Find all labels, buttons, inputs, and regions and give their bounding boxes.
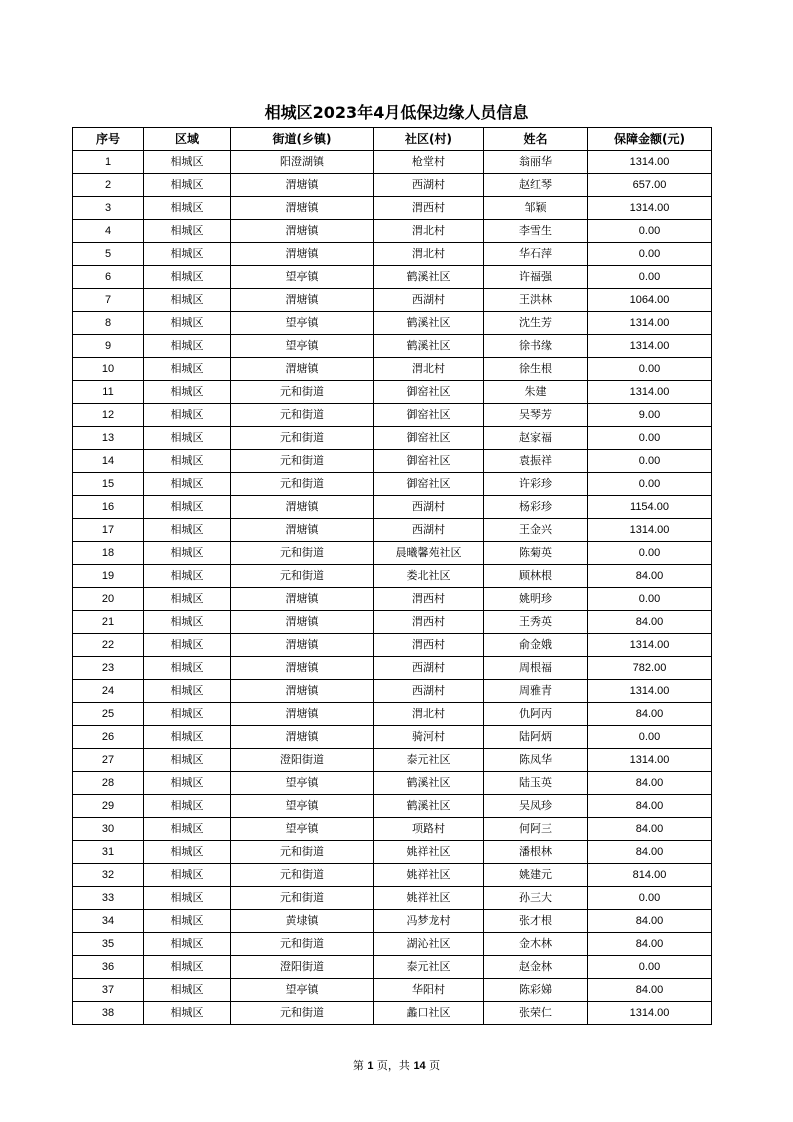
cell-index: 29 <box>73 795 144 818</box>
cell-name: 吴琴芳 <box>484 404 588 427</box>
cell-street: 渭塘镇 <box>231 243 374 266</box>
cell-community: 御窑社区 <box>374 404 484 427</box>
cell-amount: 84.00 <box>588 703 712 726</box>
cell-name: 袁振祥 <box>484 450 588 473</box>
table-row <box>73 289 712 312</box>
cell-index: 4 <box>73 220 144 243</box>
cell-index: 36 <box>73 956 144 979</box>
cell-name: 陈菊英 <box>484 542 588 565</box>
table-row <box>73 312 712 335</box>
cell-region: 相城区 <box>144 703 231 726</box>
cell-name: 王秀英 <box>484 611 588 634</box>
table-row <box>73 404 712 427</box>
cell-index: 26 <box>73 726 144 749</box>
cell-street: 元和街道 <box>231 427 374 450</box>
cell-name: 徐书缘 <box>484 335 588 358</box>
header-street: 街道(乡镇) <box>231 128 374 151</box>
cell-index: 31 <box>73 841 144 864</box>
cell-street: 元和街道 <box>231 933 374 956</box>
cell-region: 相城区 <box>144 864 231 887</box>
cell-community: 西湖村 <box>374 289 484 312</box>
cell-name: 邹颖 <box>484 197 588 220</box>
cell-region: 相城区 <box>144 427 231 450</box>
footer-total-pages: 14 <box>413 1060 426 1072</box>
table-row <box>73 243 712 266</box>
cell-name: 徐生根 <box>484 358 588 381</box>
cell-index: 13 <box>73 427 144 450</box>
cell-name: 姚明珍 <box>484 588 588 611</box>
cell-amount: 9.00 <box>588 404 712 427</box>
cell-street: 望亭镇 <box>231 772 374 795</box>
cell-index: 19 <box>73 565 144 588</box>
cell-region: 相城区 <box>144 450 231 473</box>
cell-amount: 84.00 <box>588 772 712 795</box>
cell-amount: 0.00 <box>588 450 712 473</box>
cell-street: 元和街道 <box>231 1002 374 1025</box>
table-row <box>73 657 712 680</box>
cell-index: 18 <box>73 542 144 565</box>
cell-street: 望亭镇 <box>231 335 374 358</box>
cell-region: 相城区 <box>144 381 231 404</box>
cell-street: 渭塘镇 <box>231 519 374 542</box>
table-row <box>73 680 712 703</box>
table-row <box>73 818 712 841</box>
cell-index: 27 <box>73 749 144 772</box>
table-row <box>73 956 712 979</box>
cell-region: 相城区 <box>144 634 231 657</box>
table-row <box>73 358 712 381</box>
footer-prefix: 第 <box>352 1059 368 1072</box>
cell-region: 相城区 <box>144 266 231 289</box>
cell-name: 周根福 <box>484 657 588 680</box>
cell-amount: 84.00 <box>588 841 712 864</box>
cell-street: 渭塘镇 <box>231 680 374 703</box>
cell-name: 赵金林 <box>484 956 588 979</box>
cell-amount: 0.00 <box>588 243 712 266</box>
cell-amount: 84.00 <box>588 910 712 933</box>
table-row <box>73 1002 712 1025</box>
cell-amount: 84.00 <box>588 933 712 956</box>
cell-amount: 1154.00 <box>588 496 712 519</box>
cell-region: 相城区 <box>144 1002 231 1025</box>
header-amount: 保障金额(元) <box>588 128 712 151</box>
cell-region: 相城区 <box>144 496 231 519</box>
cell-community: 泰元社区 <box>374 749 484 772</box>
footer-middle: 页，共 <box>373 1059 414 1072</box>
cell-index: 23 <box>73 657 144 680</box>
header-region: 区域 <box>144 128 231 151</box>
table-body <box>73 151 712 1025</box>
cell-street: 渭塘镇 <box>231 703 374 726</box>
cell-street: 渭塘镇 <box>231 358 374 381</box>
table-row <box>73 933 712 956</box>
table-row <box>73 772 712 795</box>
table-row <box>73 335 712 358</box>
cell-name: 朱建 <box>484 381 588 404</box>
cell-community: 渭北村 <box>374 358 484 381</box>
document-title: 相城区2023年4月低保边缘人员信息 <box>264 103 529 122</box>
cell-region: 相城区 <box>144 910 231 933</box>
cell-region: 相城区 <box>144 726 231 749</box>
cell-community: 蠡口社区 <box>374 1002 484 1025</box>
cell-amount: 0.00 <box>588 266 712 289</box>
cell-index: 16 <box>73 496 144 519</box>
cell-street: 渭塘镇 <box>231 220 374 243</box>
cell-street: 望亭镇 <box>231 979 374 1002</box>
cell-amount: 84.00 <box>588 611 712 634</box>
cell-index: 11 <box>73 381 144 404</box>
cell-community: 西湖村 <box>374 496 484 519</box>
cell-region: 相城区 <box>144 473 231 496</box>
cell-community: 渭北村 <box>374 220 484 243</box>
cell-name: 王金兴 <box>484 519 588 542</box>
cell-region: 相城区 <box>144 841 231 864</box>
cell-street: 元和街道 <box>231 381 374 404</box>
cell-street: 望亭镇 <box>231 312 374 335</box>
cell-amount: 0.00 <box>588 726 712 749</box>
cell-amount: 1314.00 <box>588 680 712 703</box>
cell-amount: 0.00 <box>588 542 712 565</box>
cell-index: 15 <box>73 473 144 496</box>
cell-community: 渭北村 <box>374 243 484 266</box>
cell-name: 潘根林 <box>484 841 588 864</box>
cell-region: 相城区 <box>144 565 231 588</box>
cell-street: 元和街道 <box>231 542 374 565</box>
cell-street: 元和街道 <box>231 404 374 427</box>
cell-index: 14 <box>73 450 144 473</box>
header-name: 姓名 <box>484 128 588 151</box>
cell-name: 金木林 <box>484 933 588 956</box>
cell-community: 姚祥社区 <box>374 841 484 864</box>
cell-index: 30 <box>73 818 144 841</box>
cell-region: 相城区 <box>144 795 231 818</box>
cell-region: 相城区 <box>144 404 231 427</box>
cell-index: 3 <box>73 197 144 220</box>
cell-region: 相城区 <box>144 312 231 335</box>
table-row <box>73 588 712 611</box>
cell-region: 相城区 <box>144 933 231 956</box>
cell-street: 望亭镇 <box>231 795 374 818</box>
cell-community: 鹤溪社区 <box>374 772 484 795</box>
cell-street: 渭塘镇 <box>231 634 374 657</box>
cell-community: 冯梦龙村 <box>374 910 484 933</box>
footer-suffix: 页 <box>425 1059 441 1072</box>
cell-community: 鹤溪社区 <box>374 335 484 358</box>
cell-amount: 1314.00 <box>588 197 712 220</box>
cell-amount: 1064.00 <box>588 289 712 312</box>
cell-amount: 1314.00 <box>588 1002 712 1025</box>
cell-region: 相城区 <box>144 680 231 703</box>
cell-region: 相城区 <box>144 289 231 312</box>
cell-street: 元和街道 <box>231 565 374 588</box>
cell-community: 枪堂村 <box>374 151 484 174</box>
table-row <box>73 151 712 174</box>
cell-street: 渭塘镇 <box>231 174 374 197</box>
table-row <box>73 887 712 910</box>
cell-index: 35 <box>73 933 144 956</box>
cell-index: 12 <box>73 404 144 427</box>
cell-community: 西湖村 <box>374 174 484 197</box>
table-row <box>73 427 712 450</box>
cell-index: 8 <box>73 312 144 335</box>
table-row <box>73 519 712 542</box>
cell-region: 相城区 <box>144 335 231 358</box>
cell-amount: 0.00 <box>588 956 712 979</box>
cell-name: 沈生芳 <box>484 312 588 335</box>
cell-amount: 782.00 <box>588 657 712 680</box>
table-row <box>73 841 712 864</box>
cell-community: 晨曦馨苑社区 <box>374 542 484 565</box>
cell-street: 望亭镇 <box>231 818 374 841</box>
cell-name: 张荣仁 <box>484 1002 588 1025</box>
page-footer <box>0 1057 793 1073</box>
cell-index: 10 <box>73 358 144 381</box>
cell-index: 34 <box>73 910 144 933</box>
table-row <box>73 749 712 772</box>
cell-region: 相城区 <box>144 772 231 795</box>
header-index: 序号 <box>73 128 144 151</box>
header-community: 社区(村) <box>374 128 484 151</box>
cell-amount: 1314.00 <box>588 151 712 174</box>
table-row <box>73 542 712 565</box>
cell-community: 西湖村 <box>374 657 484 680</box>
table-header <box>73 128 712 151</box>
cell-region: 相城区 <box>144 220 231 243</box>
table-row <box>73 174 712 197</box>
table-row <box>73 726 712 749</box>
cell-amount: 657.00 <box>588 174 712 197</box>
cell-community: 御窑社区 <box>374 473 484 496</box>
table-row <box>73 703 712 726</box>
cell-community: 湖沁社区 <box>374 933 484 956</box>
cell-street: 望亭镇 <box>231 266 374 289</box>
table-row <box>73 473 712 496</box>
cell-name: 孙三大 <box>484 887 588 910</box>
table-row <box>73 611 712 634</box>
cell-community: 骑河村 <box>374 726 484 749</box>
cell-index: 28 <box>73 772 144 795</box>
cell-index: 21 <box>73 611 144 634</box>
cell-index: 9 <box>73 335 144 358</box>
cell-community: 渭西村 <box>374 588 484 611</box>
cell-street: 黄埭镇 <box>231 910 374 933</box>
table-row <box>73 381 712 404</box>
cell-region: 相城区 <box>144 519 231 542</box>
cell-amount: 0.00 <box>588 473 712 496</box>
cell-community: 渭西村 <box>374 611 484 634</box>
cell-index: 33 <box>73 887 144 910</box>
cell-amount: 1314.00 <box>588 312 712 335</box>
table-row <box>73 795 712 818</box>
cell-index: 37 <box>73 979 144 1002</box>
cell-amount: 0.00 <box>588 358 712 381</box>
cell-index: 24 <box>73 680 144 703</box>
cell-name: 翁丽华 <box>484 151 588 174</box>
cell-street: 元和街道 <box>231 841 374 864</box>
cell-street: 渭塘镇 <box>231 611 374 634</box>
cell-name: 仇阿丙 <box>484 703 588 726</box>
cell-community: 御窑社区 <box>374 450 484 473</box>
cell-name: 杨彩珍 <box>484 496 588 519</box>
cell-name: 王洪林 <box>484 289 588 312</box>
cell-name: 陆玉英 <box>484 772 588 795</box>
cell-street: 元和街道 <box>231 864 374 887</box>
cell-index: 1 <box>73 151 144 174</box>
cell-name: 许彩珍 <box>484 473 588 496</box>
cell-name: 张才根 <box>484 910 588 933</box>
cell-amount: 84.00 <box>588 979 712 1002</box>
cell-region: 相城区 <box>144 151 231 174</box>
cell-community: 项路村 <box>374 818 484 841</box>
cell-amount: 0.00 <box>588 588 712 611</box>
cell-name: 李雪生 <box>484 220 588 243</box>
cell-region: 相城区 <box>144 818 231 841</box>
table-row <box>73 450 712 473</box>
cell-community: 御窑社区 <box>374 381 484 404</box>
cell-community: 华阳村 <box>374 979 484 1002</box>
cell-region: 相城区 <box>144 887 231 910</box>
cell-region: 相城区 <box>144 657 231 680</box>
cell-name: 姚建元 <box>484 864 588 887</box>
cell-street: 渭塘镇 <box>231 588 374 611</box>
cell-amount: 0.00 <box>588 220 712 243</box>
cell-amount: 1314.00 <box>588 749 712 772</box>
cell-amount: 1314.00 <box>588 381 712 404</box>
cell-region: 相城区 <box>144 588 231 611</box>
cell-street: 澄阳街道 <box>231 749 374 772</box>
cell-street: 渭塘镇 <box>231 197 374 220</box>
cell-amount: 0.00 <box>588 427 712 450</box>
table-row <box>73 565 712 588</box>
cell-name: 陈凤华 <box>484 749 588 772</box>
cell-amount: 1314.00 <box>588 634 712 657</box>
cell-amount: 84.00 <box>588 565 712 588</box>
cell-name: 赵红琴 <box>484 174 588 197</box>
cell-name: 许福强 <box>484 266 588 289</box>
cell-community: 鹤溪社区 <box>374 266 484 289</box>
cell-community: 西湖村 <box>374 680 484 703</box>
cell-street: 渭塘镇 <box>231 726 374 749</box>
cell-name: 何阿三 <box>484 818 588 841</box>
cell-name: 吴凤珍 <box>484 795 588 818</box>
cell-index: 25 <box>73 703 144 726</box>
cell-amount: 84.00 <box>588 795 712 818</box>
cell-region: 相城区 <box>144 174 231 197</box>
cell-name: 陆阿炳 <box>484 726 588 749</box>
table-row <box>73 979 712 1002</box>
cell-community: 渭西村 <box>374 634 484 657</box>
cell-index: 38 <box>73 1002 144 1025</box>
cell-region: 相城区 <box>144 979 231 1002</box>
cell-amount: 0.00 <box>588 887 712 910</box>
cell-name: 顾林根 <box>484 565 588 588</box>
cell-index: 5 <box>73 243 144 266</box>
footer-page-number: 1 <box>367 1060 374 1072</box>
cell-street: 阳澄湖镇 <box>231 151 374 174</box>
table-row <box>73 197 712 220</box>
cell-name: 华石萍 <box>484 243 588 266</box>
cell-index: 17 <box>73 519 144 542</box>
cell-index: 2 <box>73 174 144 197</box>
cell-region: 相城区 <box>144 358 231 381</box>
cell-community: 御窑社区 <box>374 427 484 450</box>
cell-region: 相城区 <box>144 542 231 565</box>
table-row <box>73 266 712 289</box>
cell-community: 鹤溪社区 <box>374 312 484 335</box>
cell-region: 相城区 <box>144 197 231 220</box>
cell-street: 渭塘镇 <box>231 289 374 312</box>
cell-index: 6 <box>73 266 144 289</box>
info-table <box>72 127 712 1025</box>
table-row <box>73 220 712 243</box>
cell-street: 元和街道 <box>231 450 374 473</box>
header-row <box>73 128 712 151</box>
cell-community: 泰元社区 <box>374 956 484 979</box>
cell-index: 32 <box>73 864 144 887</box>
cell-street: 渭塘镇 <box>231 496 374 519</box>
cell-street: 元和街道 <box>231 887 374 910</box>
cell-street: 元和街道 <box>231 473 374 496</box>
cell-street: 澄阳街道 <box>231 956 374 979</box>
cell-region: 相城区 <box>144 956 231 979</box>
cell-index: 7 <box>73 289 144 312</box>
cell-street: 渭塘镇 <box>231 657 374 680</box>
cell-name: 俞金娥 <box>484 634 588 657</box>
cell-community: 渭西村 <box>374 197 484 220</box>
table-row <box>73 496 712 519</box>
cell-name: 赵家福 <box>484 427 588 450</box>
cell-region: 相城区 <box>144 749 231 772</box>
cell-community: 姚祥社区 <box>374 887 484 910</box>
cell-region: 相城区 <box>144 243 231 266</box>
cell-community: 西湖村 <box>374 519 484 542</box>
cell-community: 娄北社区 <box>374 565 484 588</box>
table-row <box>73 864 712 887</box>
cell-community: 姚祥社区 <box>374 864 484 887</box>
cell-community: 鹤溪社区 <box>374 795 484 818</box>
cell-index: 20 <box>73 588 144 611</box>
table-row <box>73 634 712 657</box>
cell-amount: 814.00 <box>588 864 712 887</box>
cell-community: 渭北村 <box>374 703 484 726</box>
cell-amount: 1314.00 <box>588 519 712 542</box>
cell-index: 22 <box>73 634 144 657</box>
cell-amount: 1314.00 <box>588 335 712 358</box>
cell-amount: 84.00 <box>588 818 712 841</box>
cell-region: 相城区 <box>144 611 231 634</box>
cell-name: 周雅青 <box>484 680 588 703</box>
table-row <box>73 910 712 933</box>
cell-name: 陈彩娣 <box>484 979 588 1002</box>
